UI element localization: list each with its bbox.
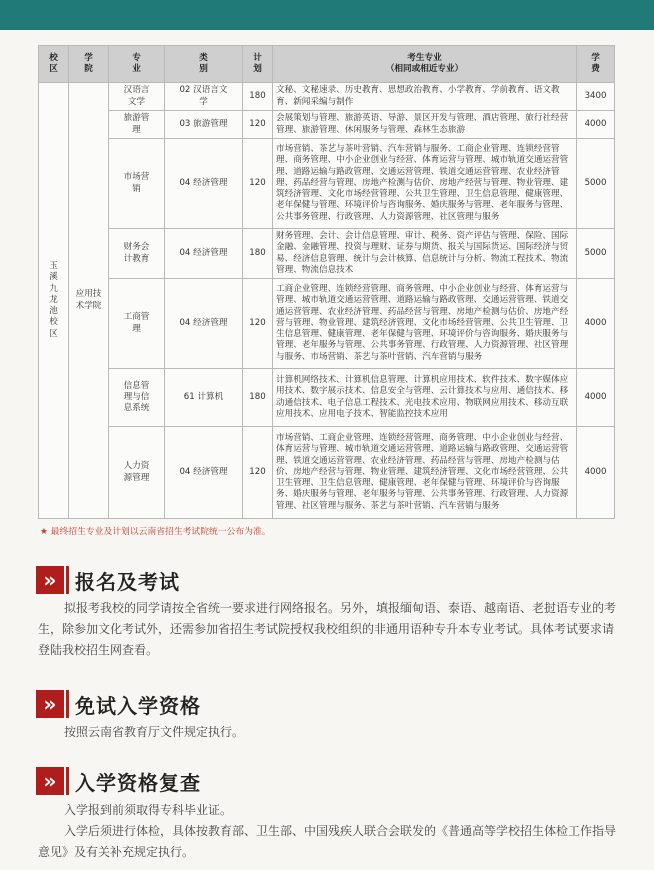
table-row [39,111,615,139]
table-body [39,83,615,519]
admission-plan-table [38,45,615,519]
college-cell: 应用技 术学院 [69,83,109,519]
section-header-review [36,767,201,795]
section-divider-bar [66,566,69,594]
major-cell: 工商管 理 [109,279,165,369]
header-college: 学 院 [69,46,109,83]
plan-cell: 120 [243,139,273,229]
plan-cell: 180 [243,229,273,279]
section-title: 入学资格复查 [75,770,201,795]
source-majors-cell: 会展策划与管理、旅游英语、导游、景区开发与管理、酒店管理、旅行社经营管理、旅游管理、休闲服务与管理、森林生态旅游 [273,111,577,139]
plan-cell: 120 [243,427,273,519]
category-cell: 04 经济管理 [165,427,243,519]
fee-cell: 5000 [577,229,615,279]
table-row [39,139,615,229]
header-fee: 学 费 [577,46,615,83]
source-majors-cell: 文秘、文秘速录、历史教育、思想政治教育、小学教育、学前教育、语文教育、新闻采编与制作 [273,83,577,111]
category-cell: 04 经济管理 [165,279,243,369]
table-row [39,229,615,279]
category-cell: 04 经济管理 [165,229,243,279]
plan-cell: 120 [243,111,273,139]
category-cell: 04 经济管理 [165,139,243,229]
fee-cell: 5000 [577,139,615,229]
major-cell: 财务会 计教育 [109,229,165,279]
section-title: 免试入学资格 [75,693,201,718]
section-header-exemption [36,690,201,718]
section-paragraph: 入学报到前须取得专科毕业证。 [64,803,233,817]
source-majors-cell: 工商企业管理、连锁经营管理、商务管理、中小企业创业与经营、体育运营与管理、城市轨道交通运营管理、道路运输与路政管理、交通运营管理、铁道交通运营管理、农业经济管理、药品经营与管理、房地产检测与估价、房地产经营与管理、物业管理、建筑经济管理、文化市场经营管理、公共卫生管理、卫生信息管理、健康管理、老年保健与管理、环境评价与咨询服务、婚庆服务与管理、老年服务与管理、公共事务管理、行政管理、人力资源管理、社区管理与服务、市场营销、茶艺与茶叶营销、汽车营销与服务 [273,279,577,369]
plan-cell: 180 [243,83,273,111]
table-row [39,279,615,369]
table-row [39,83,615,111]
source-majors-cell: 财务管理、会计、会计信息管理、审计、税务、资产评估与管理、保险、国际金融、金融管理、投资与理财、证券与期货、报关与国际货运、国际经济与贸易、经济信息管理、统计与会计核算、信息统计与分析、物流工程技术、物流管理、物流信息技术 [273,229,577,279]
header-category: 类 别 [165,46,243,83]
table-row [39,369,615,427]
double-chevron-right-icon: » [36,566,64,594]
campus-cell: 玉 溪 九 龙 池 校 区 [39,83,69,519]
source-majors-cell: 计算机网络技术、计算机信息管理、计算机应用技术、软件技术、数字媒体应用技术、数字展示技术、信息安全与管理、云计算技术与应用、通信技术、移动通信技术、电子信息工程技术、光电技术应用、物联网应用技术、移动互联应用技术、应用电子技术、智能监控技术应用 [273,369,577,427]
double-chevron-right-icon: » [36,767,64,795]
table-footnote: ★ 最终招生专业及计划以云南省招生考试院统一公布为准。 [40,527,271,537]
header-source-title: 考生专业 [407,52,442,63]
plan-cell: 180 [243,369,273,427]
major-cell: 汉语言 文学 [109,83,165,111]
section-paragraph: 按照云南省教育厅文件规定执行。 [64,725,245,739]
header-source-majors [273,46,577,83]
category-cell: 02 汉语言文 学 [165,83,243,111]
source-majors-cell: 市场营销、茶艺与茶叶营销、汽车营销与服务、工商企业管理、连锁经营管理、商务管理、中小企业创业与经营、体育运营与管理、城市轨道交通运营管理、道路运输与路政管理、交通运营管理、铁道交通运营管理、农业经济管理、药品经营与管理、房地产检测与估价、房地产经营与管理、物业管理、建筑经济管理、文化市场经营管理、公共卫生管理、卫生信息管理、健康管理、老年保健与管理、环境评价与咨询服务、婚庆服务与管理、老年服务与管理、公共事务管理、行政管理、人力资源管理、社区管理与服务 [273,139,577,229]
fee-cell: 4000 [577,369,615,427]
major-cell: 信息管 理与信 息系统 [109,369,165,427]
header-source-subtitle: （相同或相近专业） [385,64,464,74]
top-color-band [0,0,654,30]
section-header-registration [36,566,180,594]
section-paragraph: 入学后须进行体检，具体按教育部、卫生部、中国残疾人联合会联发的《普通高等学校招生体检工作指导意见》及有关补充规定执行。 [38,824,617,859]
major-cell: 旅游管 理 [109,111,165,139]
source-majors-cell: 市场营销、工商企业管理、连锁经营管理、商务管理、中小企业创业与经营、体育运营与管理、城市轨道交通运营管理、道路运输与路政管理、交通运营管理、铁道交通运营管理、农业经济管理、药品经营与管理、房地产检测与估价、房地产经营与管理、物业管理、建筑经济管理、文化市场经营管理、公共卫生管理、卫生信息管理、健康管理、老年保健与管理、环境评价与咨询服务、婚庆服务与管理、老年服务与管理、公共事务管理、行政管理、人力资源管理、社区管理与服务、茶艺与茶叶营销、汽车营销与服务 [273,427,577,519]
table-row [39,427,615,519]
section-title: 报名及考试 [75,569,180,594]
fee-cell: 4000 [577,427,615,519]
category-cell: 61 计算机 [165,369,243,427]
header-campus: 校 区 [39,46,69,83]
major-cell: 人力资 源管理 [109,427,165,519]
double-chevron-right-icon: » [36,690,64,718]
table-header-row [39,46,615,83]
fee-cell: 4000 [577,279,615,369]
section-divider-bar [66,690,69,718]
category-cell: 03 旅游管理 [165,111,243,139]
section-divider-bar [66,767,69,795]
section-paragraph: 拟报考我校的同学请按全省统一要求进行网络报名。另外，填报缅甸语、泰语、越南语、老挝语专业的考生，除参加文化考试外，还需参加省招生考试院授权我校组织的非通用语种专升本专业考试。具体考试要求请登陆我校招生网查看。 [38,601,617,657]
admission-plan-table-container [38,45,614,519]
fee-cell: 4000 [577,111,615,139]
fee-cell: 3400 [577,83,615,111]
header-major: 专 业 [109,46,165,83]
plan-cell: 120 [243,279,273,369]
major-cell: 市场营 销 [109,139,165,229]
header-plan: 计 划 [243,46,273,83]
